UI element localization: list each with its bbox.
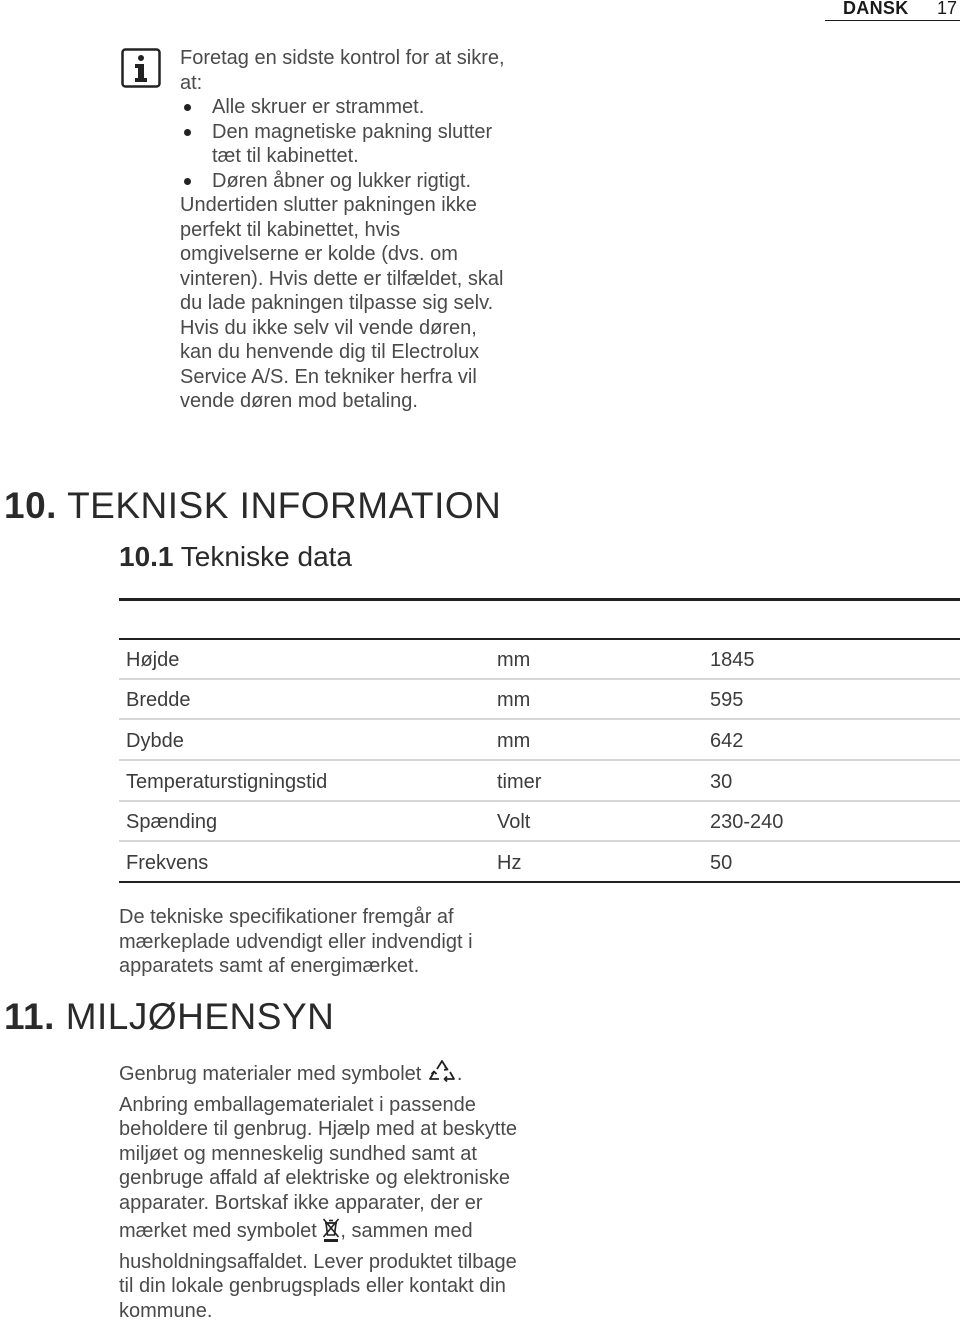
footnote-text: De tekniske specifikationer fremgår af mærkeplade udvendigt eller indvendigt i apparatets samt af energimærket. bbox=[119, 906, 473, 977]
note-checklist bbox=[180, 95, 510, 193]
spec-label: Bredde bbox=[126, 689, 191, 711]
note-body: Undertiden slutter pakningen ikke perfekt til kabinettet, hvis omgivelserne er kolde (dvs. om vinteren). Hvis dette er tilfældet, skal du lade pakningen tilpasse sig selv. Hvis du ikke selv vil vende døren, kan du henvende dig til Electrolux Service A/S. En tekniker herfra vil vende døren mod betaling. bbox=[180, 194, 504, 412]
note-bullet: Alle skruer er strammet. bbox=[180, 95, 510, 120]
section-10-heading bbox=[4, 485, 501, 527]
subsection-title: Tekniske data bbox=[180, 541, 352, 572]
page-header-language: DANSK bbox=[843, 0, 909, 18]
subsection-heading bbox=[119, 541, 352, 573]
info-icon bbox=[121, 48, 161, 88]
note-bullet: Døren åbner og lukker rigtigt. bbox=[180, 169, 510, 194]
table-row bbox=[119, 843, 960, 883]
table-row bbox=[119, 802, 960, 842]
section-title: MILJØHENSYN bbox=[65, 996, 335, 1037]
section-title: TEKNISK INFORMATION bbox=[67, 485, 502, 526]
table-header bbox=[119, 601, 960, 640]
spec-value: 642 bbox=[710, 730, 744, 752]
subsection-number: 10.1 bbox=[119, 541, 174, 572]
spec-unit: Hz bbox=[497, 852, 522, 874]
spec-label: Højde bbox=[126, 649, 180, 671]
table-row bbox=[119, 762, 960, 802]
page-number: 17 bbox=[937, 0, 958, 18]
spec-label: Spænding bbox=[126, 811, 218, 833]
note-bullet: Den magnetiske pakning slutter tæt til kabinettet. bbox=[180, 120, 510, 169]
environment-text bbox=[119, 1058, 529, 1323]
recycle-icon bbox=[427, 1058, 457, 1093]
spec-value: 50 bbox=[710, 852, 733, 874]
table-row bbox=[119, 680, 960, 720]
section-11-heading bbox=[4, 996, 334, 1038]
spec-unit: timer bbox=[497, 771, 542, 793]
spec-value: 595 bbox=[710, 689, 744, 711]
section-number: 11. bbox=[4, 996, 55, 1037]
table-footnote bbox=[119, 905, 519, 979]
header-rule bbox=[825, 20, 960, 21]
table-row bbox=[119, 721, 960, 761]
spec-unit: mm bbox=[497, 689, 531, 711]
spec-value: 230-240 bbox=[710, 811, 784, 833]
table-row bbox=[119, 640, 960, 680]
info-note bbox=[180, 46, 510, 414]
spec-label: Dybde bbox=[126, 730, 184, 752]
spec-unit: mm bbox=[497, 730, 531, 752]
env-text-3: , sammen med husholdningsaffaldet. Lever produktet tilbage til din lokale genbrugsplads eller kontakt din kommune. bbox=[119, 1220, 517, 1322]
spec-unit: Volt bbox=[497, 811, 531, 833]
spec-value: 30 bbox=[710, 771, 733, 793]
spec-value: 1845 bbox=[710, 649, 755, 671]
spec-label: Frekvens bbox=[126, 852, 209, 874]
crossed-bin-icon bbox=[322, 1215, 340, 1250]
spec-unit: mm bbox=[497, 649, 531, 671]
spec-label: Temperaturstigningstid bbox=[126, 771, 328, 793]
environment-paragraph bbox=[119, 1058, 529, 1323]
env-text-1: Genbrug materialer med symbolet bbox=[119, 1063, 422, 1085]
note-intro: Foretag en sidste kontrol for at sikre, at: bbox=[180, 47, 505, 94]
env-text-2: . Anbring emballagematerialet i passende beholdere til genbrug. Hjælp med at beskytte miljøet og menneskelig sundhed samt at genbruge affald af elektriske og elektroniske apparater. Bortskaf ikke apparater, der er mærket med symbolet bbox=[119, 1063, 518, 1242]
section-number: 10. bbox=[4, 485, 57, 526]
